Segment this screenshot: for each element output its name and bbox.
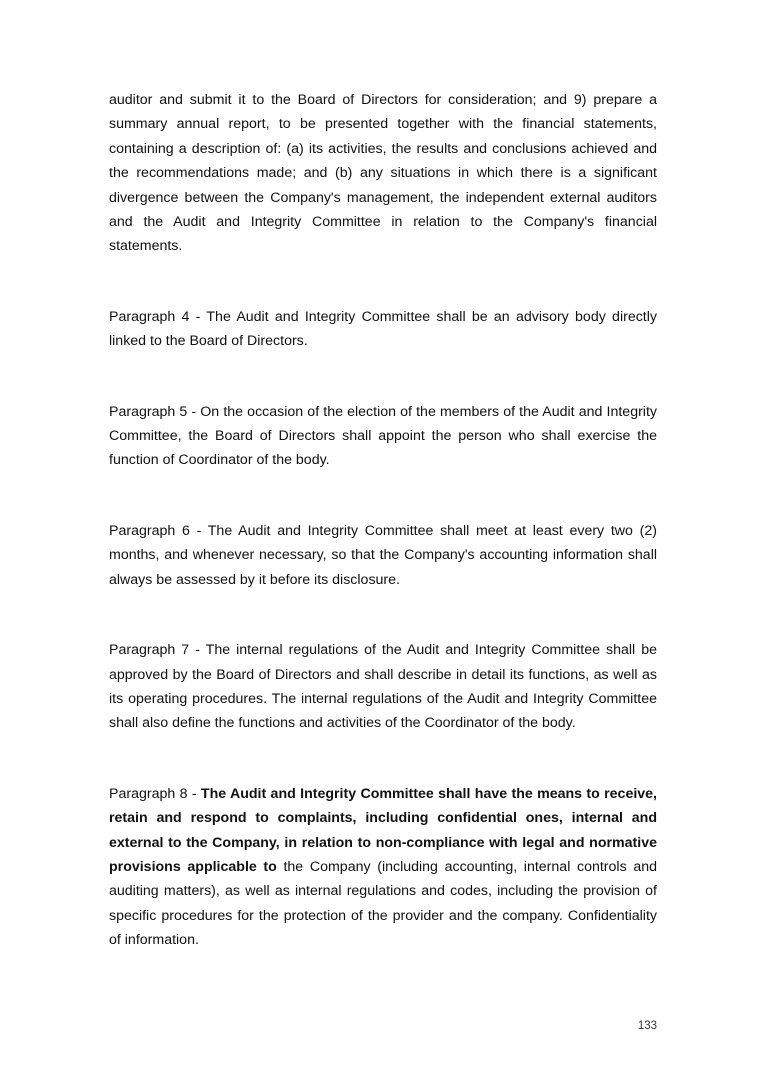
paragraph-8-bold-text: The Audit and Integrity Committee shall have the means to receive, retain and respond to complaints, including confidential ones, internal and external to the Company, in relation to non-compliance with legal and normative provisions applicable to xyxy=(109,785,657,875)
paragraph-8-rest: the Company (including accounting, internal controls and auditing matters), as well as internal regulations and codes, including the provision of specific procedures for the protection of the provider and the company. Confidentiality of information. xyxy=(109,858,657,949)
paragraph-8-lead: Paragraph 8 - xyxy=(109,785,201,802)
continuation-paragraph: auditor and submit it to the Board of Directors for consideration; and 9) prepare a summary annual report, to be presented together with the financial statements, containing a description of: (a) its activities, the results and conclusions achieved and the recommendations made; and (b) any situations in which there is a significant divergence between the Company's management, the independent external auditors and the Audit and Integrity Committee in relation to the Company's financial statements. xyxy=(109,92,657,255)
paragraph-8 xyxy=(109,782,657,953)
document-body xyxy=(109,88,657,953)
paragraph-7: Paragraph 7 - The internal regulations of the Audit and Integrity Committee shall be approved by the Board of Directors and shall describe in detail its functions, as well as its operating procedures. The internal regulations of the Audit and Integrity Committee shall also define the functions and activities of the Coordinator of the body. xyxy=(109,642,657,732)
page-number: 133 xyxy=(637,1020,657,1032)
paragraph-5: Paragraph 5 - On the occasion of the election of the members of the Audit and Integrity Committee, the Board of Directors shall appoint the person who shall exercise the function of Coordinator of the body. xyxy=(109,403,657,469)
paragraph-4: Paragraph 4 - The Audit and Integrity Committee shall be an advisory body directly linked to the Board of Directors. xyxy=(109,308,657,350)
paragraph-6: Paragraph 6 - The Audit and Integrity Committee shall meet at least every two (2) months, and whenever necessary, so that the Company's accounting information shall always be assessed by it before its disclosure. xyxy=(109,522,657,588)
